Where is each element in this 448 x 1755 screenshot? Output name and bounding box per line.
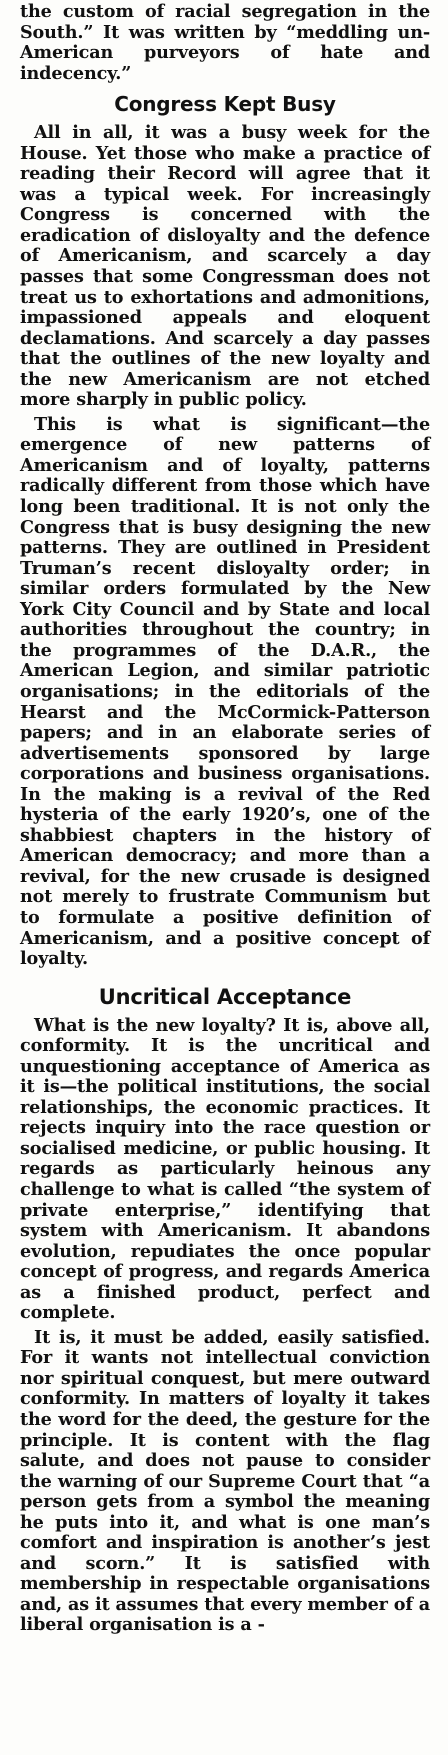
article-column [20,2,430,1636]
body-paragraph: It is, it must be added, easily satisfied. For it wants not intellectual conviction nor spiritual conquest, but mere outward conformity. In matters of loyalty it takes the word for the deed, the gesture for the principle. It is content with the flag salute, and does not pause to consider the warning of our Supreme Court that “a person gets from a symbol the meaning he puts into it, and what is one man’s comfort and inspiration is another’s jest and scorn.” It is satisfied with membership in respectable organisations and, as it assumes that every member of a liberal organisation is a - [20,1326,430,1636]
body-paragraph: This is what is significant—the emergence of new patterns of Americanism and of loyalty, patterns radically different from those which have long been traditional. It is not only the Congress that is busy designing the new patterns. They are outlined in President Truman’s recent disloyalty order; in similar orders formulated by the New York City Council and by State and local authorities throughout the country; in the programmes of the D.A.R., the American Legion, and similar patriotic organisations; in the editorials of the Hearst and the McCormick-Patterson papers; and in an elaborate series of advertisements sponsored by large corporations and business organisations. In the making is a revival of the Red hysteria of the early 1920’s, one of the shabbiest chapters in the history of American democracy; and more than a revival, for the new crusade is designed not merely to frustrate Communism but to formulate a positive definition of Americanism, and a positive concept of loyalty. [20,413,430,970]
section-heading-uncritical-acceptance: Uncritical Acceptance [98,984,352,1009]
intro-paragraph: the custom of racial segregation in the South.” It was written by “meddling un-American purveyors of hate and indecency.” [20,1,430,84]
body-paragraph: What is the new loyalty? It is, above all, conformity. It is the uncritical and unquestioning acceptance of America as it is—the political institutions, the social relationships, the economic practices. It rejects inquiry into the race question or socialised medicine, or public housing. It regards as particularly heinous any challenge to what is called “the system of private enterprise,” identifying that system with Americanism. It abandons evolution, repudiates the once popular concept of progress, and regards America as a finished product, perfect and complete. [20,1014,430,1324]
section-heading-congress-kept-busy: Congress Kept Busy [114,92,336,117]
body-paragraph: All in all, it was a busy week for the House. Yet those who make a practice of reading their Record will agree that it was a typical week. For increasingly Congress is concerned with the eradication of disloyalty and the defence of Americanism, and scarcely a day passes that some Congressman does not treat us to exhortations and admonitions, impassioned appeals and eloquent declamations. And scarcely a day passes that the outlines of the new loyalty and the new Americanism are not etched more sharply in public policy. [20,122,430,411]
